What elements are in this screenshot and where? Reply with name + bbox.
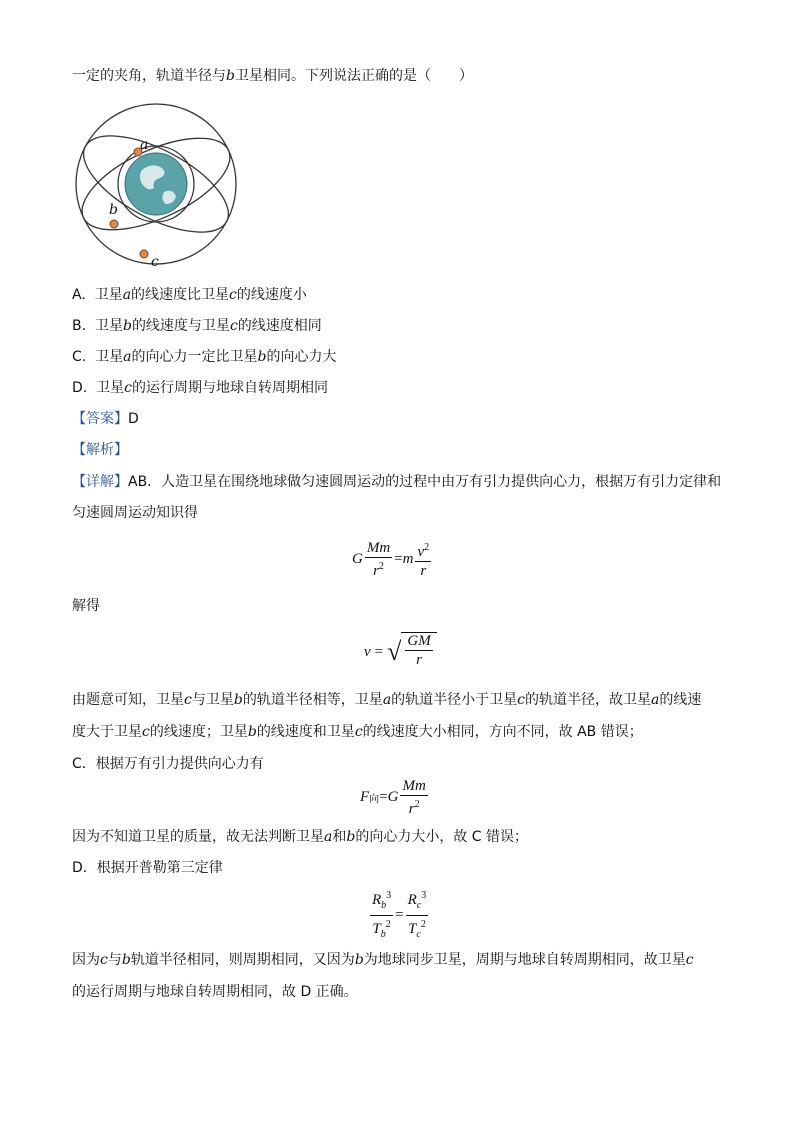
option-d: D. 卫星c的运行周期与地球自转周期相同 — [72, 380, 328, 396]
satellite-orbit-figure — [72, 100, 242, 270]
detail-c-line: C．根据万有引力提供向心力有 — [72, 756, 264, 772]
answer-tag: 【答案】 — [72, 411, 128, 427]
equation-centripetal: F 向 = G $\frac{Mm}{r^2}$ — [360, 778, 426, 817]
label-c: c — [151, 254, 159, 270]
question-stem: 一定的夹角，轨道半径与b卫星相同。下列说法正确的是（ ） — [72, 68, 473, 84]
solve-label: 解得 — [72, 598, 100, 614]
detail-line-2: 匀速圆周运动知识得 — [72, 505, 198, 521]
answer-value: D — [128, 411, 139, 427]
equation-velocity: v = √ $\frac{GM}{r}$ — [364, 632, 437, 672]
satellite-b — [110, 220, 118, 228]
option-a: A. 卫星a的线速度比卫星c的线速度小 — [72, 287, 307, 303]
analysis-heading: 【解析】 — [72, 442, 128, 458]
option-b: B. 卫星b的线速度与卫星c的线速度相同 — [72, 318, 322, 334]
detail-paragraph-1: 由题意可知，卫星c与卫星b的轨道半径相等，卫星a的轨道半径小于卫星c的轨道半径，故卫星a的线速 — [72, 692, 702, 708]
answer-line — [72, 409, 139, 429]
label-a: a — [140, 137, 149, 153]
detail-paragraph-1b: 度大于卫星c的线速度；卫星b的线速度和卫星c的线速度大小相同，方向不同，故 AB 错误； — [72, 724, 643, 740]
equation-kepler: $\frac{R_b^3}{T_b^2}$ = $\frac{R_c^3}{T_c^2}$ — [372, 890, 427, 940]
detail-paragraph-4: 因为c与b轨道半径相同，则周期相同，又因为b为地球同步卫星，周期与地球自转周期相同，故卫星c — [72, 952, 694, 968]
satellite-c — [140, 250, 148, 258]
detail-paragraph-3: 因为不知道卫星的质量，故无法判断卫星a和b的向心力大小，故 C 错误； — [72, 829, 529, 845]
equation-gravity: G $\frac{Mm}{r^2}$ = m $\frac{v^2}{r}$ — [352, 540, 430, 579]
detail-paragraph-4b: 的运行周期与地球自转周期相同，故 D 正确。 — [72, 984, 358, 1000]
option-c: C. 卫星a的向心力一定比卫星b的向心力大 — [72, 349, 337, 365]
detail-line-1: 【详解】AB．人造卫星在围绕地球做匀速圆周运动的过程中由万有引力提供向心力，根据万有引力定律和 — [72, 474, 722, 490]
label-b: b — [109, 202, 118, 218]
detail-d-line: D．根据开普勒第三定律 — [72, 860, 223, 876]
earth-icon — [125, 153, 187, 215]
